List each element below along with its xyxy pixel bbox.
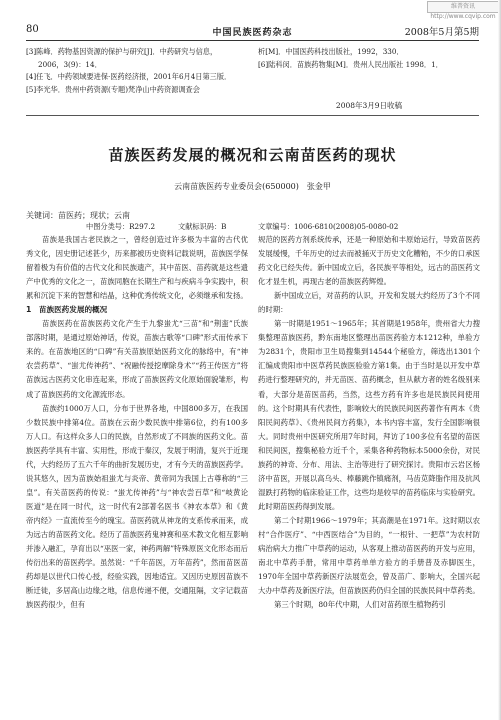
watermark-badge[interactable]: 维普资讯 http://www.cqvip.com <box>427 1 499 13</box>
paragraph: 第一时期是1951～1965年；其首期是1958年，贵州省大力搜集整理苗族医药，黔东南地区整理出苗医药验方本1212种，单验方为2831个，贵阳市卫生局搜集到14544个秘验方，筛选出1301个汇编成贵阳市中医草药民族医验验方第1集。由于当时是以开发中草药进行整理研究的，并无苗医、苗药概念，但从献方者的姓名级别来看，大部分是苗医苗药，当然，这些方药有许多也是民族民间使用的。这个时期具有代表性，影响较大的民族民间医药著作有两本《贵阳民间药草》、《贵州民间方药集》，本书内容丰富，发行全国影响很大。同时贵州中医研究所用7年时间，拜访了100多位有名望的苗医和民间医，搜集秘验方近千个，采集各种药物标本5000余份，对民族药的神奇、分布、用法、主治等进行了研究探讨。贵阳市云岩区杨济中苗医，开展以高乌头、棒藤跳作镇痛剂，马齿苋降脂作用及抗风湿跌打药物的临床验证工作，这些均是较早的苗药临床与实验研究。此时期苗医药得到发展。 <box>258 319 480 511</box>
paragraph: 苗族医药在苗族医药文化产生于九黎蚩尤“三苗”和“荆蛮”氏族部落时期，是通过原始神话，传说，苗族古歌等“口碑”形式而传承下来的。在苗族地区的“口碑”有关苗族原始医药文化的脉络中，有“神农尝药草”、“蚩尤传神药”、“祝融传授挖摩除身术”“药王传医方”将苗族远古医药文化串连起来，形成了苗族医药文化原始面貌雏形，构成了苗族医药的文化源流形态。 <box>26 319 248 399</box>
paragraph: 新中国成立后，对苗药的认识，开发和发展大约经历了3个不同的时期： <box>258 291 480 315</box>
paragraph: 苗族是我国古老民族之一，曾经创造过许多极为丰富的古代优秀文化，因史册记述甚少，历来都被历史资料记载说明，苗族医学保留着极为有价值的古代文化和民族遗产，其中苗医、苗药就是这些遗产中优秀的文化之一，苗族同胞在长期生产和与疾病斗争实践中，积累和沉淀下来的智慧和结晶，这种优秀传统文化，必须继承和发扬。 <box>26 235 248 301</box>
article-title: 苗族医药发展的概况和云南苗医药的现状 <box>108 146 397 164</box>
journal-name: 中国民族医药杂志 <box>212 28 293 38</box>
header-rule <box>26 40 479 41</box>
paragraph: 第三个时期，80年代中期，人们对苗药原生植物药引 <box>274 600 447 610</box>
document-code: 文献标识码：B <box>178 222 227 231</box>
reference-item: 析[M]．中国医药科技出版社，1992，330． <box>258 47 404 56</box>
reference-item: [4]任飞．中药领域要进保·医药经济报，2001年6月4日第三版． <box>26 72 232 82</box>
references-left <box>26 46 241 96</box>
body-column-left <box>26 233 248 612</box>
received-date: 2008年3月9日收稿 <box>335 101 403 110</box>
section-heading: 1 苗族医药发展的概况 <box>26 305 108 315</box>
issue-info: 2008年5月第5期 <box>404 27 479 38</box>
paragraph: 规范的医药方剂系统传承，还是一种原始和丰原始运行，导致苗医药发展缓慢，千年历史的过去而被捅灭于历史文化糟粕，不少的口承医药文化已经失传。新中国成立后，各民族平等相处，远古的苗医药文化才显生机，再现古老的苗族医药辉煌。 <box>258 235 480 287</box>
keywords: 关键词：苗医药；现状；云南 <box>26 211 130 220</box>
reference-item: [5]李光华．贵州中药资源(专题)梵净山中药资源调查会 <box>26 84 200 94</box>
section-divider <box>26 115 479 116</box>
paragraph: 第二个时期1966～1979年；其高潮是在1971年。这时期以农村“合作医疗”、“中西医结合”为目的，“一根针、一把草”为农村防病治病大力推广中草药的运动，从客观上推动苗医药的开发与应用，南北中草药手册，常用中草药单单方验方的手册普及赤脚医生，1970年全国中草药新医疗法展览会，曾及苗广、影响大，全国兴起大办中草药及新医疗法，但苗族医药仍归全国的民族民间中草药类。 <box>258 515 480 596</box>
article-id: 文章编号：1006-6810(2008)05-0080-02 <box>258 222 399 231</box>
author-affiliation: 云南苗族医药专业委员会(650000) 张金甲 <box>174 182 331 191</box>
body-column-right <box>258 233 480 612</box>
clc-number: 中图分类号：R297.2 <box>86 222 156 231</box>
references-right <box>258 46 480 71</box>
reference-item: [6]陆科闵．苗族药物集[M]．贵州人民出版社 1998．1． <box>258 59 443 69</box>
page-number: 80 <box>26 24 39 35</box>
reference-item: [3]陈峰．药物基因资源的保护与研究[J]．中药研究与信息，2006，3(9)：14． <box>26 47 218 69</box>
paragraph: 苗族约1000万人口，分布于世界各地，中国800多万，在我国少数民族中排第4位。苗族在云南少数民族中排第6位，约有100多万人口。有这样众多人口的民族，自然形成了不同族的医药文化。苗族医药学具有丰富、实用性，形成于秦汉，发展于明清，复兴于近现代，大约经历了五六千年的曲折发展历史，才有今天的苗族医药学。说其悠久，因为苗族始祖蚩尤与炎帝、黄帝同为我国上古尊称的“三皇”。有关苗医药的传说：“蚩尤传神药”与“神农尝百草”和“岐黄论医道”是在同一时代，这一时代有2部著名医书《神农本草》和《黄帝内经》一直流传至今的瑰宝。苗医药就从神龙的支系传承而来，成为远古的苗医药文化。经历了苗族医药鬼神赛和巫术教文化相互影响并渗入融汇，孕育出以“巫医一家，神药两解”特殊原医文化形态而后传衍出来的苗医药学。虽然说：“千年苗医，万年苗药”，然而苗医苗药却是以世代口传心授，经验实践，因地适宜。又因历史原因苗族不断迁徙，多居高山边缘之地，信息传递不便，交通阻隔，文字记载苗族医药很少，但有 <box>26 403 248 610</box>
